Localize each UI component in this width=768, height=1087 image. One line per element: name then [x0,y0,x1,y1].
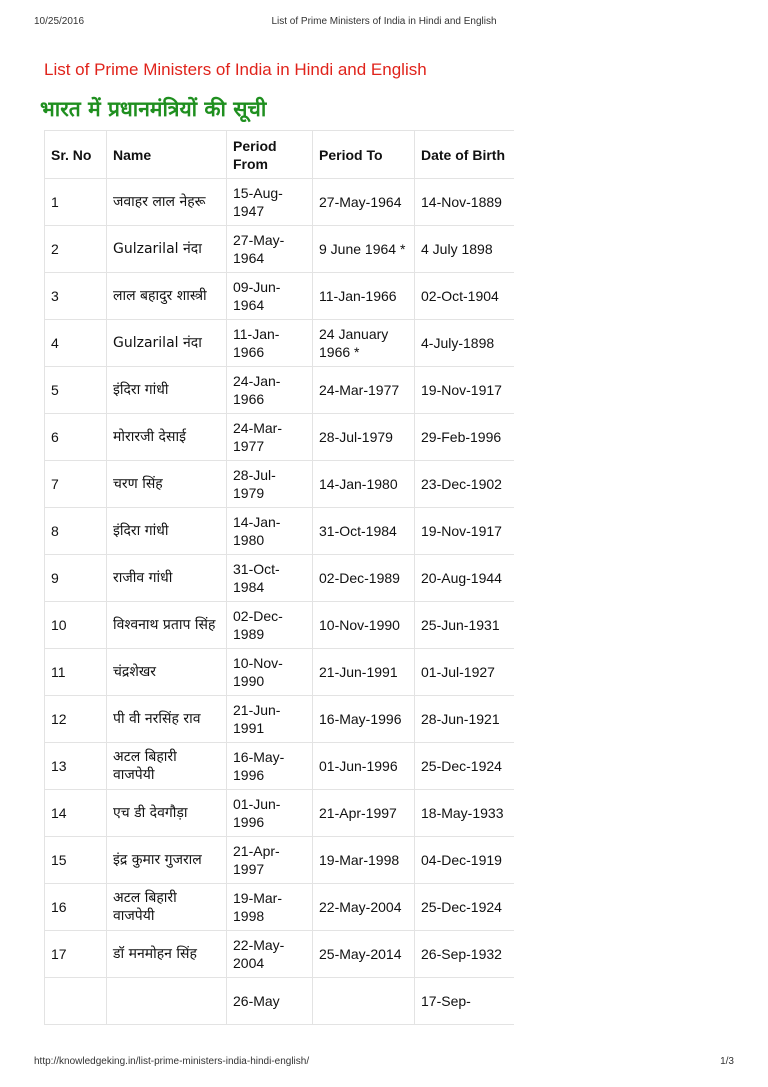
cell-name: डॉ मनमोहन सिंह [107,931,227,978]
cell-date-of-birth: 20-Aug-1944 [415,555,515,602]
cell-period-to: 19-Mar-1998 [313,837,415,884]
page-number: 1/3 [720,1056,734,1067]
print-date: 10/25/2016 [34,16,85,27]
pm-table [44,130,514,1025]
cell-name: इंदिरा गांधी [107,508,227,555]
cell-period-from: 24-Jan-1966 [227,367,313,414]
cell-name: इंद्र कुमार गुजराल [107,837,227,884]
cell-date-of-birth: 14-Nov-1889 [415,179,515,226]
table-row [45,273,515,320]
cell-period-from: 26-May [227,978,313,1025]
table-row [45,320,515,367]
cell-period-from: 02-Dec-1989 [227,602,313,649]
cell-period-from: 21-Jun-1991 [227,696,313,743]
cell-name: इंदिरा गांधी [107,367,227,414]
cell-sr-no: 12 [45,696,107,743]
cell-sr-no: 9 [45,555,107,602]
cell-period-from: 19-Mar-1998 [227,884,313,931]
cell-period-to: 9 June 1964 * [313,226,415,273]
table-body [45,179,515,1025]
cell-name: Gulzarilal नंदा [107,320,227,367]
cell-date-of-birth: 19-Nov-1917 [415,367,515,414]
cell-name: Gulzarilal नंदा [107,226,227,273]
cell-date-of-birth: 25-Dec-1924 [415,743,515,790]
header-period-to: Period To [313,131,415,179]
table-row [45,837,515,884]
table-row [45,226,515,273]
cell-period-from: 01-Jun-1996 [227,790,313,837]
cell-sr-no: 10 [45,602,107,649]
table-row [45,931,515,978]
cell-period-to: 22-May-2004 [313,884,415,931]
header-date-of-birth: Date of Birth [415,131,515,179]
cell-date-of-birth: 29-Feb-1996 [415,414,515,461]
table-header-row [45,131,515,179]
cell-sr-no: 1 [45,179,107,226]
cell-period-from: 31-Oct-1984 [227,555,313,602]
cell-date-of-birth: 25-Dec-1924 [415,884,515,931]
cell-date-of-birth: 02-Oct-1904 [415,273,515,320]
cell-name: अटल बिहारी वाजपेयी [107,884,227,931]
cell-date-of-birth: 01-Jul-1927 [415,649,515,696]
cell-period-to: 21-Jun-1991 [313,649,415,696]
table-row [45,555,515,602]
table-row [45,414,515,461]
header-name: Name [107,131,227,179]
pm-table-container [44,130,514,1048]
cell-period-to: 02-Dec-1989 [313,555,415,602]
cell-sr-no: 3 [45,273,107,320]
table-row [45,367,515,414]
cell-name: चरण सिंह [107,461,227,508]
print-title: List of Prime Ministers of India in Hindi and English [271,16,497,27]
cell-name: चंद्रशेखर [107,649,227,696]
table-row [45,884,515,931]
cell-period-to: 28-Jul-1979 [313,414,415,461]
table-row [45,602,515,649]
cell-period-to: 16-May-1996 [313,696,415,743]
cell-sr-no: 4 [45,320,107,367]
cell-name: एच डी देवगौड़ा [107,790,227,837]
cell-name: विश्वनाथ प्रताप सिंह [107,602,227,649]
cell-sr-no: 16 [45,884,107,931]
page-title: List of Prime Ministers of India in Hindi and English [44,60,427,79]
cell-period-from: 27-May-1964 [227,226,313,273]
cell-date-of-birth: 19-Nov-1917 [415,508,515,555]
table-row [45,461,515,508]
cell-sr-no: 8 [45,508,107,555]
print-header [34,16,734,30]
cell-name: मोरारजी देसाई [107,414,227,461]
cell-name: अटल बिहारी वाजपेयी [107,743,227,790]
cell-name: जवाहर लाल नेहरू [107,179,227,226]
cell-period-to: 21-Apr-1997 [313,790,415,837]
cell-period-from: 14-Jan-1980 [227,508,313,555]
cell-sr-no: 13 [45,743,107,790]
cell-date-of-birth: 18-May-1933 [415,790,515,837]
cell-period-to: 31-Oct-1984 [313,508,415,555]
cell-sr-no: 11 [45,649,107,696]
cell-sr-no: 2 [45,226,107,273]
cell-period-from: 10-Nov-1990 [227,649,313,696]
cell-period-to: 14-Jan-1980 [313,461,415,508]
table-row [45,179,515,226]
cell-period-from: 15-Aug-1947 [227,179,313,226]
table-row [45,508,515,555]
cell-period-to: 24 January 1966 * [313,320,415,367]
table-row [45,743,515,790]
cell-sr-no: 7 [45,461,107,508]
header-sr-no: Sr. No [45,131,107,179]
table-row [45,790,515,837]
hindi-title: भारत में प्रधानमंत्रियों की सूची [40,97,267,121]
cell-date-of-birth: 23-Dec-1902 [415,461,515,508]
print-url: http://knowledgeking.in/list-prime-ministers-india-hindi-english/ [34,1056,310,1067]
print-footer [34,1056,734,1070]
cell-period-from: 09-Jun-1964 [227,273,313,320]
cell-date-of-birth: 25-Jun-1931 [415,602,515,649]
cell-date-of-birth: 26-Sep-1932 [415,931,515,978]
cell-period-from: 28-Jul-1979 [227,461,313,508]
cell-date-of-birth: 04-Dec-1919 [415,837,515,884]
cell-period-from: 16-May-1996 [227,743,313,790]
cell-date-of-birth: 4-July-1898 [415,320,515,367]
cell-period-to: 25-May-2014 [313,931,415,978]
cell-period-to [313,978,415,1025]
cell-name: पी वी नरसिंह राव [107,696,227,743]
cell-period-to: 24-Mar-1977 [313,367,415,414]
cell-sr-no: 15 [45,837,107,884]
table-row [45,649,515,696]
cell-sr-no: 17 [45,931,107,978]
cell-name: लाल बहादुर शास्त्री [107,273,227,320]
cell-period-from: 24-Mar-1977 [227,414,313,461]
cell-period-from: 11-Jan-1966 [227,320,313,367]
cell-period-to: 10-Nov-1990 [313,602,415,649]
cell-period-to: 27-May-1964 [313,179,415,226]
cell-period-to: 11-Jan-1966 [313,273,415,320]
cell-sr-no: 5 [45,367,107,414]
cell-period-from: 22-May-2004 [227,931,313,978]
table-row [45,696,515,743]
table-row [45,978,515,1025]
cell-period-to: 01-Jun-1996 [313,743,415,790]
cell-sr-no: 6 [45,414,107,461]
cell-sr-no [45,978,107,1025]
cell-date-of-birth: 17-Sep- [415,978,515,1025]
cell-sr-no: 14 [45,790,107,837]
cell-name: राजीव गांधी [107,555,227,602]
header-period-from: Period From [227,131,313,179]
cell-period-from: 21-Apr-1997 [227,837,313,884]
cell-date-of-birth: 4 July 1898 [415,226,515,273]
cell-date-of-birth: 28-Jun-1921 [415,696,515,743]
cell-name [107,978,227,1025]
